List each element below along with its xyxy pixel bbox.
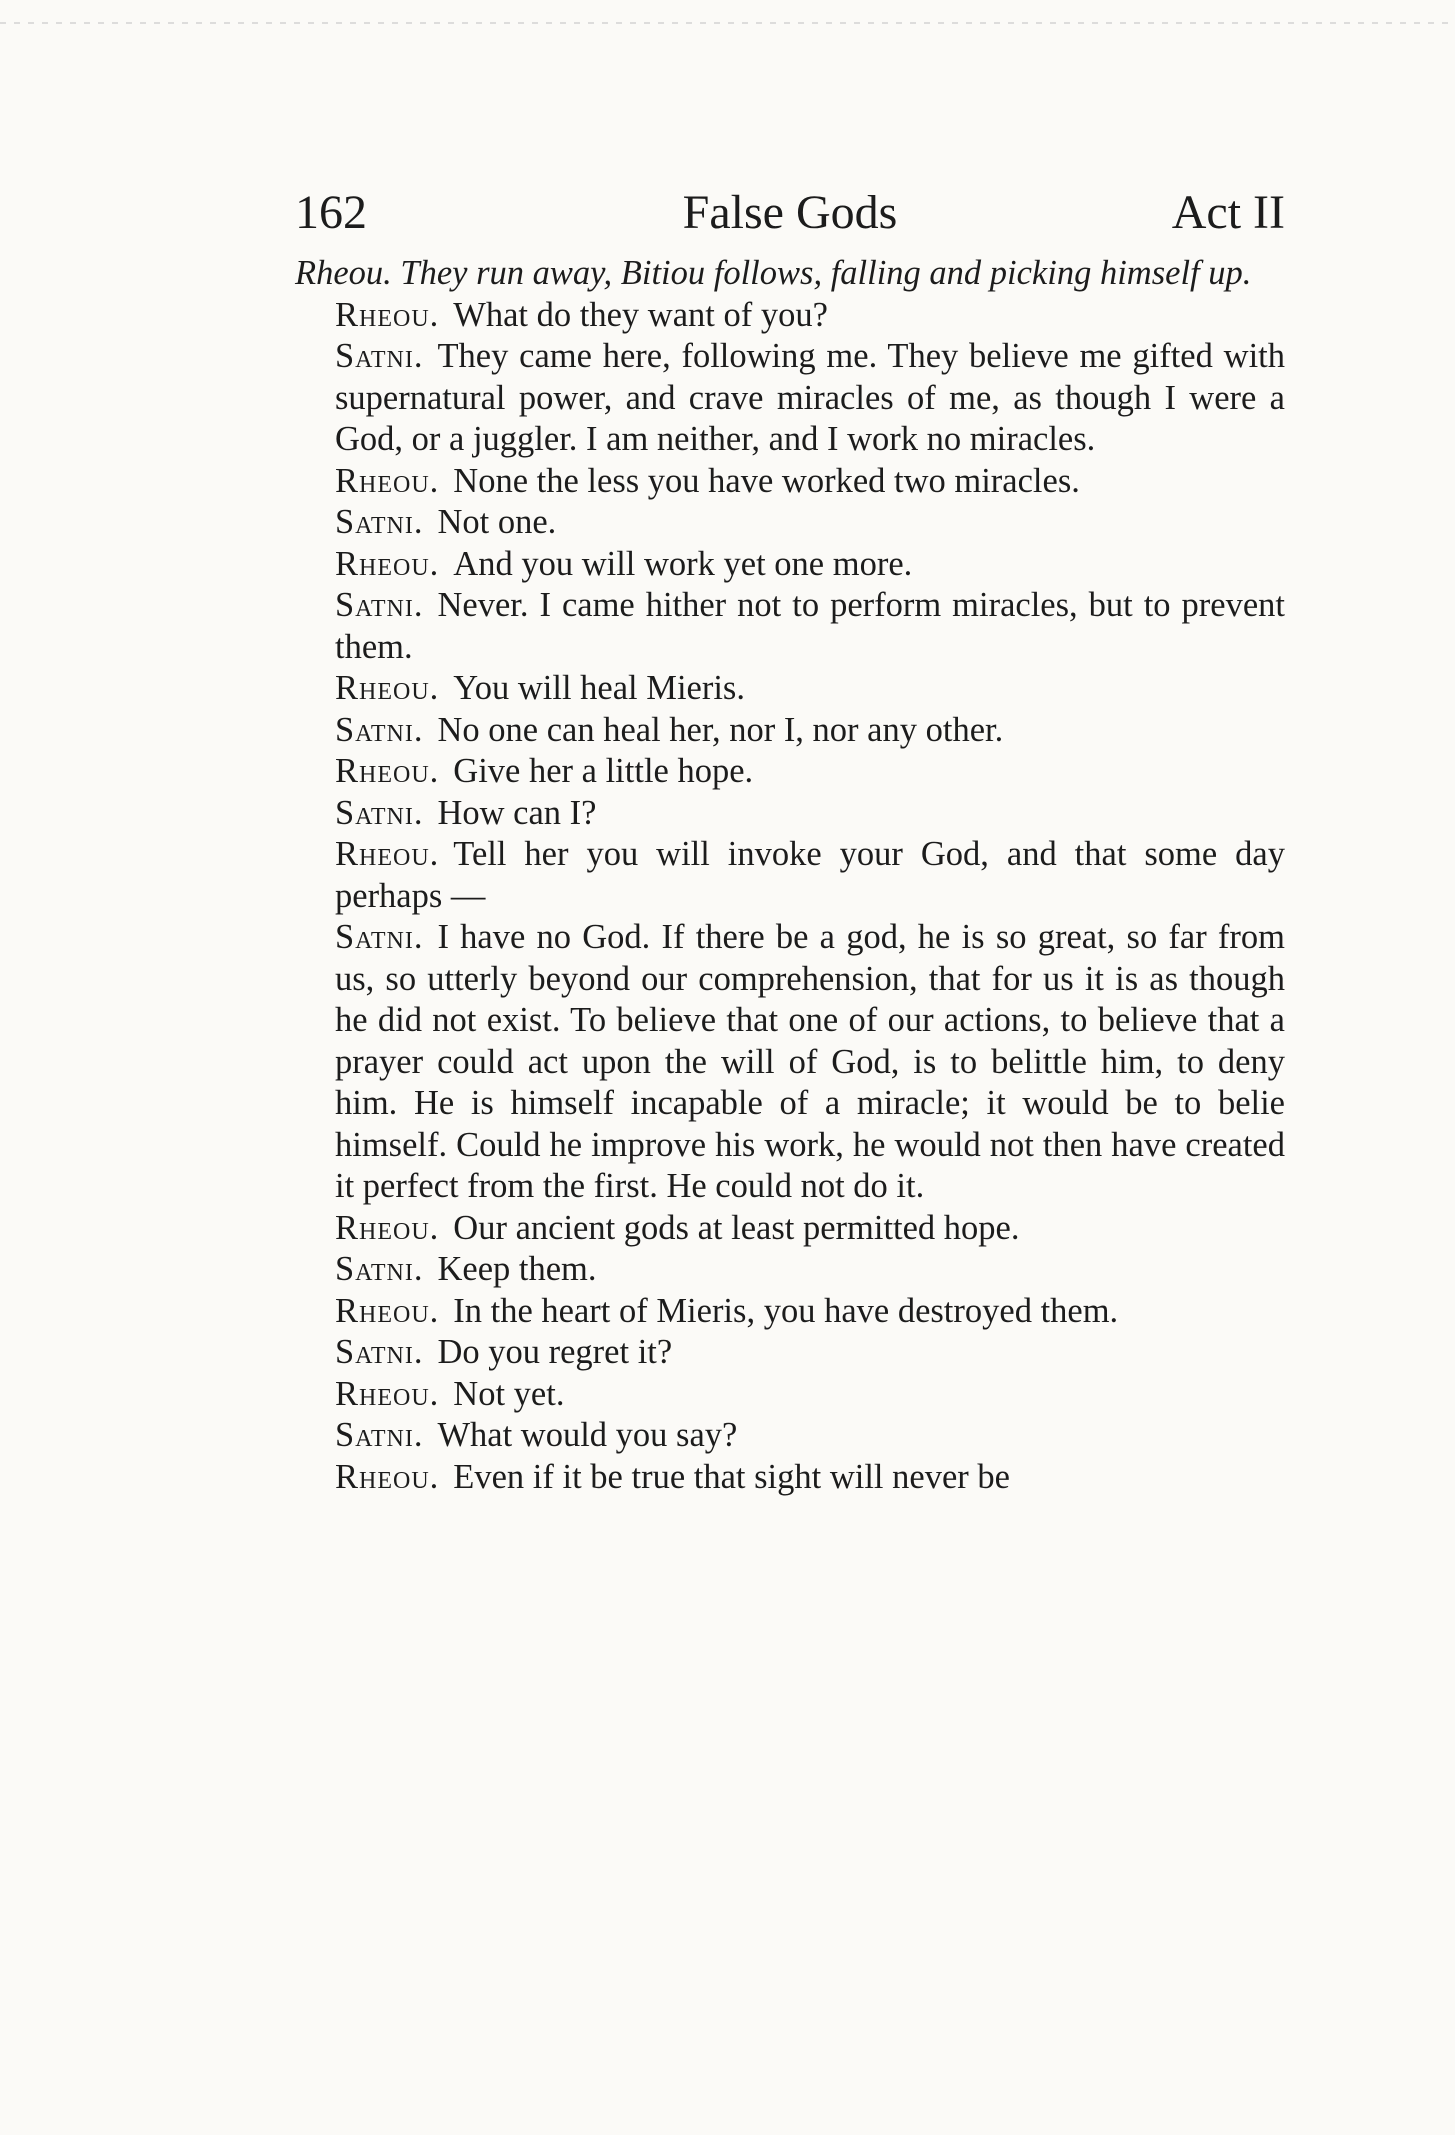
speaker-name: Satni. bbox=[335, 503, 424, 541]
speaker-name: Rheou. bbox=[335, 544, 440, 583]
speaker-name: Rheou. bbox=[335, 1291, 440, 1330]
speaker-name: Rheou. bbox=[335, 461, 440, 500]
speech-paragraph bbox=[295, 751, 1285, 793]
speech-paragraph bbox=[295, 461, 1285, 503]
speaker-name: Satni. bbox=[335, 918, 424, 956]
speech-paragraph bbox=[295, 917, 1285, 1208]
speech-text: What do they want of you? bbox=[453, 295, 828, 334]
speech-paragraph bbox=[295, 585, 1285, 668]
speaker-name: Satni. bbox=[335, 1333, 424, 1371]
speech-text: Do you regret it? bbox=[437, 1333, 673, 1371]
stage-direction: Rheou. They run away, Bitiou follows, falling and picking himself up. bbox=[295, 254, 1252, 292]
speaker-name: Satni. bbox=[335, 793, 424, 832]
speech-paragraph bbox=[295, 336, 1285, 461]
speaker-name: Rheou. bbox=[335, 669, 440, 707]
speech-paragraph bbox=[295, 668, 1285, 710]
speech-paragraph bbox=[295, 1457, 1285, 1499]
speech-text: Even if it be true that sight will never be bbox=[453, 1457, 1010, 1496]
speech-text: Not yet. bbox=[453, 1374, 565, 1413]
page-number: 162 bbox=[295, 186, 367, 239]
speaker-name: Satni. bbox=[335, 1250, 424, 1288]
speech-text: Tell her you will invoke your God, and that some day perhaps — bbox=[335, 835, 1285, 915]
speech-text: Keep them. bbox=[437, 1250, 597, 1288]
speech-text: Never. I came hither not to perform miracles, but to prevent them. bbox=[335, 586, 1285, 666]
speaker-name: Rheou. bbox=[335, 835, 440, 873]
speaker-name: Satni. bbox=[335, 586, 424, 624]
speaker-name: Rheou. bbox=[335, 752, 440, 790]
speaker-name: Satni. bbox=[335, 1416, 424, 1454]
speaker-name: Satni. bbox=[335, 710, 424, 749]
speech-text: In the heart of Mieris, you have destroyed them. bbox=[453, 1291, 1119, 1330]
speech-text: None the less you have worked two miracles. bbox=[453, 461, 1080, 500]
speaker-name: Satni. bbox=[335, 337, 424, 375]
speech-text: How can I? bbox=[437, 793, 597, 832]
speech-paragraph bbox=[295, 1374, 1285, 1416]
speech-text: No one can heal her, nor I, nor any other. bbox=[437, 710, 1004, 749]
speech-text: Our ancient gods at least permitted hope. bbox=[453, 1208, 1020, 1247]
speaker-name: Rheou. bbox=[335, 1374, 440, 1413]
speech-paragraph bbox=[295, 1415, 1285, 1457]
speech-text: You will heal Mieris. bbox=[453, 669, 745, 707]
speech-paragraph bbox=[295, 710, 1285, 752]
speech-paragraph bbox=[295, 1332, 1285, 1374]
running-title: False Gods bbox=[682, 186, 898, 239]
speaker-name: Rheou. bbox=[335, 295, 440, 334]
speech-paragraph bbox=[295, 544, 1285, 586]
speech-text: And you will work yet one more. bbox=[453, 544, 913, 583]
speech-paragraph bbox=[295, 502, 1285, 544]
speech-text: Give her a little hope. bbox=[453, 752, 754, 790]
scan-edge-rule bbox=[0, 22, 1455, 24]
act-label: Act II bbox=[1171, 186, 1285, 239]
speech-text: They came here, following me. They believe me gifted with supernatural power, and crave miracles of me, as though I were a God, or a juggler. I am neither, and I work no miracles. bbox=[335, 337, 1285, 458]
speech-paragraph bbox=[295, 1208, 1285, 1250]
speech-text: Not one. bbox=[437, 503, 557, 541]
book-page bbox=[295, 185, 1285, 1498]
dialogue-text bbox=[295, 253, 1285, 1498]
speech-paragraph bbox=[295, 295, 1285, 337]
running-head bbox=[295, 185, 1285, 241]
speech-paragraph bbox=[295, 1291, 1285, 1333]
speech-paragraph bbox=[295, 793, 1285, 835]
speech-text: What would you say? bbox=[437, 1416, 738, 1454]
speech-text: I have no God. If there be a god, he is so great, so far from us, so utterly beyond our comprehension, that for us it is as though he did not exist. To believe that one of our actions, to believe that a prayer could act upon the will of God, is to belittle him, to deny him. He is himself incapable of a miracle; it would be to belie himself. Could he improve his work, he would not then have created it perfect from the first. He could not do it. bbox=[335, 918, 1285, 1205]
speech-paragraph bbox=[295, 1249, 1285, 1291]
speaker-name: Rheou. bbox=[335, 1208, 440, 1247]
speech-paragraph bbox=[295, 834, 1285, 917]
speaker-name: Rheou. bbox=[335, 1457, 440, 1496]
